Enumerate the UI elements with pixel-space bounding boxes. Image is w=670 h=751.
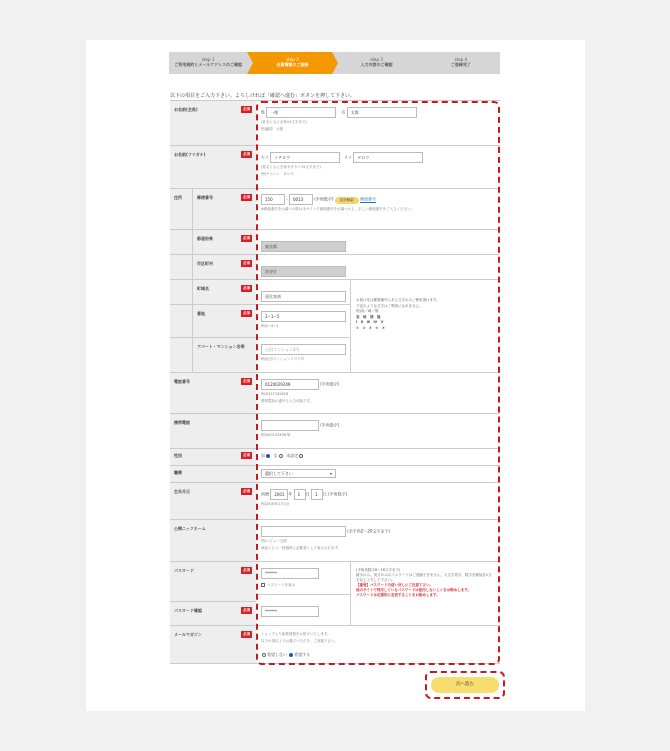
bldg-input[interactable]: 山田マンション3号 bbox=[261, 344, 346, 355]
step-indicator bbox=[169, 52, 500, 74]
label-text: 生年月日 bbox=[174, 489, 190, 494]
password-label bbox=[170, 562, 256, 602]
input-area-highlight bbox=[256, 101, 500, 665]
kana-example: 例)ヤマハシ タロウ bbox=[261, 172, 294, 176]
town-label bbox=[192, 280, 256, 304]
mei-prefix: 名 bbox=[341, 109, 346, 115]
required-badge: 必須 bbox=[243, 453, 250, 457]
step-title: ご登録完了 bbox=[450, 62, 471, 67]
required-badge: 必須 bbox=[243, 286, 250, 290]
phone-example: 例)0312345678 bbox=[261, 392, 289, 396]
password-rule: (半角英数字6〜16文字まで) bbox=[356, 568, 401, 572]
nickname-note2: 商品レビュー投稿時に記載者として表示されます。 bbox=[261, 546, 342, 550]
newsletter-no-label: 希望しない bbox=[267, 652, 287, 657]
step-2 bbox=[247, 52, 331, 74]
required-badge: 必須 bbox=[243, 236, 250, 240]
mobile-label: 携帯電話 bbox=[170, 414, 256, 448]
next-button[interactable]: 次へ進む bbox=[431, 677, 499, 693]
step-title: 入力内容のご確認 bbox=[360, 62, 393, 67]
label-text: 郵便番号 bbox=[197, 195, 213, 200]
zip-lookup-link[interactable]: 郵便番号 bbox=[359, 196, 376, 202]
label-text: パスワード bbox=[174, 568, 194, 573]
required-badge: 必須 bbox=[243, 195, 250, 199]
birth-era: 西暦 bbox=[261, 491, 269, 497]
label-text: パスワード確認 bbox=[174, 608, 202, 613]
required-badge: 必須 bbox=[243, 107, 250, 111]
password-confirm-input[interactable]: ****** bbox=[261, 606, 319, 617]
kana-note: (姓名ともに全角カタカナ15文字まで) bbox=[261, 165, 321, 169]
sei-kana-input[interactable]: イチロウ bbox=[270, 152, 340, 163]
required-badge: 必須 bbox=[243, 311, 250, 315]
side-note: 下記のような文字はご利用になれません。 bbox=[356, 303, 423, 308]
day-unit: 日 bbox=[322, 491, 327, 497]
job-select-value: 選択して下さい bbox=[265, 471, 293, 476]
nickname-example: 例)レビュー太郎 bbox=[261, 539, 287, 543]
address-row: 住所 郵便番号 必須 都道府県 必須 市区町村 必須 町域名 必須 番地 必須 アパート・マンション名等 150 - 0013 (半角数字) 住所検索 郵便番号 ※郵便番号をお調べの際は本サイトで郵便番号をお調べの上、正しい郵便番号をご入力ください。 東京都 渋谷区 恵比寿南 2−1−5 例)2−4−1 山田マンション3号 例)山田マンション１０１号 お届け先は郵便番号にある文字のみご使用頂けます。 下記のような文字はご利用になれません。 例)髙／﨑／德 髙 﨑 德 隆 Ⅰ Ⅱ Ⅲ Ⅳ Ⅴ ① ② ③ ④ ⑤ bbox=[170, 189, 500, 373]
sei-input[interactable]: 一郎 bbox=[266, 107, 336, 118]
required-badge: 必須 bbox=[243, 568, 250, 572]
required-badge: 必須 bbox=[243, 489, 250, 493]
name-example: 例)蛯原 太郎 bbox=[261, 127, 284, 131]
mei-input[interactable]: 太郎 bbox=[347, 107, 417, 118]
pref-label bbox=[192, 230, 256, 254]
intro-text: 以下の項目をご入力下さい。よろしければ「確認へ進む」ボタンを押して下さい。 bbox=[170, 93, 356, 99]
mei-kana-prefix: メイ bbox=[344, 154, 352, 160]
side-chars: 髙 﨑 德 隆 bbox=[356, 314, 381, 319]
label-text: 町域名 bbox=[197, 286, 209, 291]
sei-kana-prefix: セイ bbox=[261, 154, 269, 160]
chevron-down-icon: ▾ bbox=[329, 471, 332, 476]
newsletter-yes-label: 希望する bbox=[294, 652, 311, 657]
password-rule: 数字のみ、英字のみのパスワードはご登録できません。大文字英字、数字を最低各1文字以上入力して下さい。 bbox=[356, 573, 492, 582]
label-text: お名前(フリガナ) bbox=[174, 152, 206, 157]
mobile-example: 例)09012345678 bbox=[261, 433, 291, 437]
step-num: step 4 bbox=[454, 57, 468, 62]
newsletter-note2: 以下の項目よりお選びいただき、ご登録下さい。 bbox=[261, 639, 338, 643]
phone-input[interactable]: 0120029249 bbox=[261, 379, 319, 390]
nickname-note: (全半角2〜20文字まで) bbox=[347, 528, 391, 534]
gender-female-label: 女 bbox=[273, 453, 278, 458]
zip1-input[interactable]: 150 bbox=[261, 194, 285, 205]
bldg-example: 例)山田マンション１０１号 bbox=[261, 357, 305, 361]
gender-label bbox=[170, 449, 256, 465]
birth-year-input[interactable]: 2001 bbox=[270, 489, 288, 500]
address-label: 住所 bbox=[170, 189, 192, 229]
required-badge: 必須 bbox=[243, 608, 250, 612]
gender-male-label: 男 bbox=[261, 453, 265, 458]
label-text: 都道府県 bbox=[197, 236, 213, 241]
step-title: 会員情報のご登録 bbox=[276, 62, 309, 67]
sei-prefix: 姓 bbox=[261, 109, 265, 115]
birth-note: (半角数字) bbox=[328, 491, 348, 497]
city-label bbox=[192, 255, 256, 279]
birth-day-input[interactable]: 1 bbox=[311, 489, 323, 500]
birth-example: 例)2000年1月1日 bbox=[261, 502, 290, 506]
address-search-button[interactable]: 住所検索 bbox=[335, 197, 359, 204]
name-note: (姓名ともに全角15文字まで) bbox=[261, 120, 307, 124]
phone-note: (半角数字) bbox=[320, 381, 340, 387]
newsletter-note: ショップより新着情報をお届けいたします。 bbox=[261, 632, 331, 636]
town-input[interactable]: 恵比寿南 bbox=[261, 291, 346, 302]
birth-month-input[interactable]: 1 bbox=[294, 489, 306, 500]
show-password-label: パスワードを表示 bbox=[267, 583, 295, 587]
password-warning: 他のサイトで利用しているパスワードは使用しないことをお勧めします。 bbox=[356, 588, 471, 592]
zip2-input[interactable]: 0013 bbox=[289, 194, 313, 205]
side-chars: ① ② ③ ④ ⑤ bbox=[356, 325, 385, 330]
step-num: step 3 bbox=[370, 57, 383, 62]
required-badge: 必須 bbox=[243, 379, 250, 383]
label-text: 電話番号 bbox=[174, 379, 190, 384]
password-input[interactable]: ****** bbox=[261, 568, 319, 579]
password-warning: パスワードは定期的に変更することをお勧めします。 bbox=[356, 593, 440, 597]
block-example: 例)2−4−1 bbox=[261, 324, 279, 328]
year-unit: 年 bbox=[288, 491, 293, 497]
mobile-note: (半角数字) bbox=[320, 422, 340, 428]
side-note: 例)髙／﨑／德 bbox=[356, 309, 379, 313]
gender-unset-label: 未設定 bbox=[286, 453, 299, 458]
zip-label bbox=[192, 189, 256, 229]
block-input[interactable]: 2−1−5 bbox=[261, 311, 346, 322]
step-num: step 1 bbox=[201, 57, 215, 62]
bldg-label: アパート・マンション名等 bbox=[192, 338, 256, 372]
nickname-label: 公開ニックネーム bbox=[170, 520, 256, 561]
required-badge: 必須 bbox=[243, 152, 250, 156]
pref-input[interactable]: 東京都 bbox=[261, 241, 346, 252]
side-chars: Ⅰ Ⅱ Ⅲ Ⅳ Ⅴ bbox=[356, 320, 384, 324]
required-badge: 必須 bbox=[243, 632, 250, 636]
step-4 bbox=[416, 52, 500, 74]
mei-kana-input[interactable]: タロウ bbox=[353, 152, 423, 163]
month-unit: 月 bbox=[305, 491, 310, 497]
password-warning: 【重要】パスワードの使い回しにご注意下さい。 bbox=[356, 583, 433, 587]
required-badge: 必須 bbox=[243, 261, 250, 265]
phone-label bbox=[170, 373, 256, 413]
block-label bbox=[192, 305, 256, 337]
zip-note: (半角数字) bbox=[314, 196, 334, 202]
label-text: メールマガジン bbox=[174, 632, 202, 637]
label-text: お名前(全角) bbox=[174, 107, 198, 112]
zip-desc: ※郵便番号をお調べの際は本サイトで郵便番号をお調べの上、正しい郵便番号をご入力ください。 bbox=[261, 207, 415, 211]
password-confirm-label bbox=[170, 602, 256, 625]
label-text: 市区町村 bbox=[197, 261, 213, 266]
job-label: 職業 bbox=[170, 466, 256, 482]
label-text: 番地 bbox=[197, 311, 205, 316]
step-1 bbox=[169, 52, 247, 74]
name-label bbox=[170, 101, 256, 145]
label-text: 性別 bbox=[174, 453, 182, 458]
newsletter-label bbox=[170, 626, 256, 663]
step-num: step 2 bbox=[286, 57, 299, 62]
step-3 bbox=[332, 52, 416, 74]
birth-label bbox=[170, 483, 256, 519]
side-note: お届け先は郵便番号にある文字のみご使用頂けます。 bbox=[356, 298, 440, 302]
step-title: ご利用規約とメールアドレスのご確認 bbox=[174, 62, 243, 67]
kana-label bbox=[170, 146, 256, 188]
phone-note2: 携帯電話の番号も入力可能です。 bbox=[261, 399, 314, 403]
city-input[interactable]: 渋谷区 bbox=[261, 266, 346, 277]
